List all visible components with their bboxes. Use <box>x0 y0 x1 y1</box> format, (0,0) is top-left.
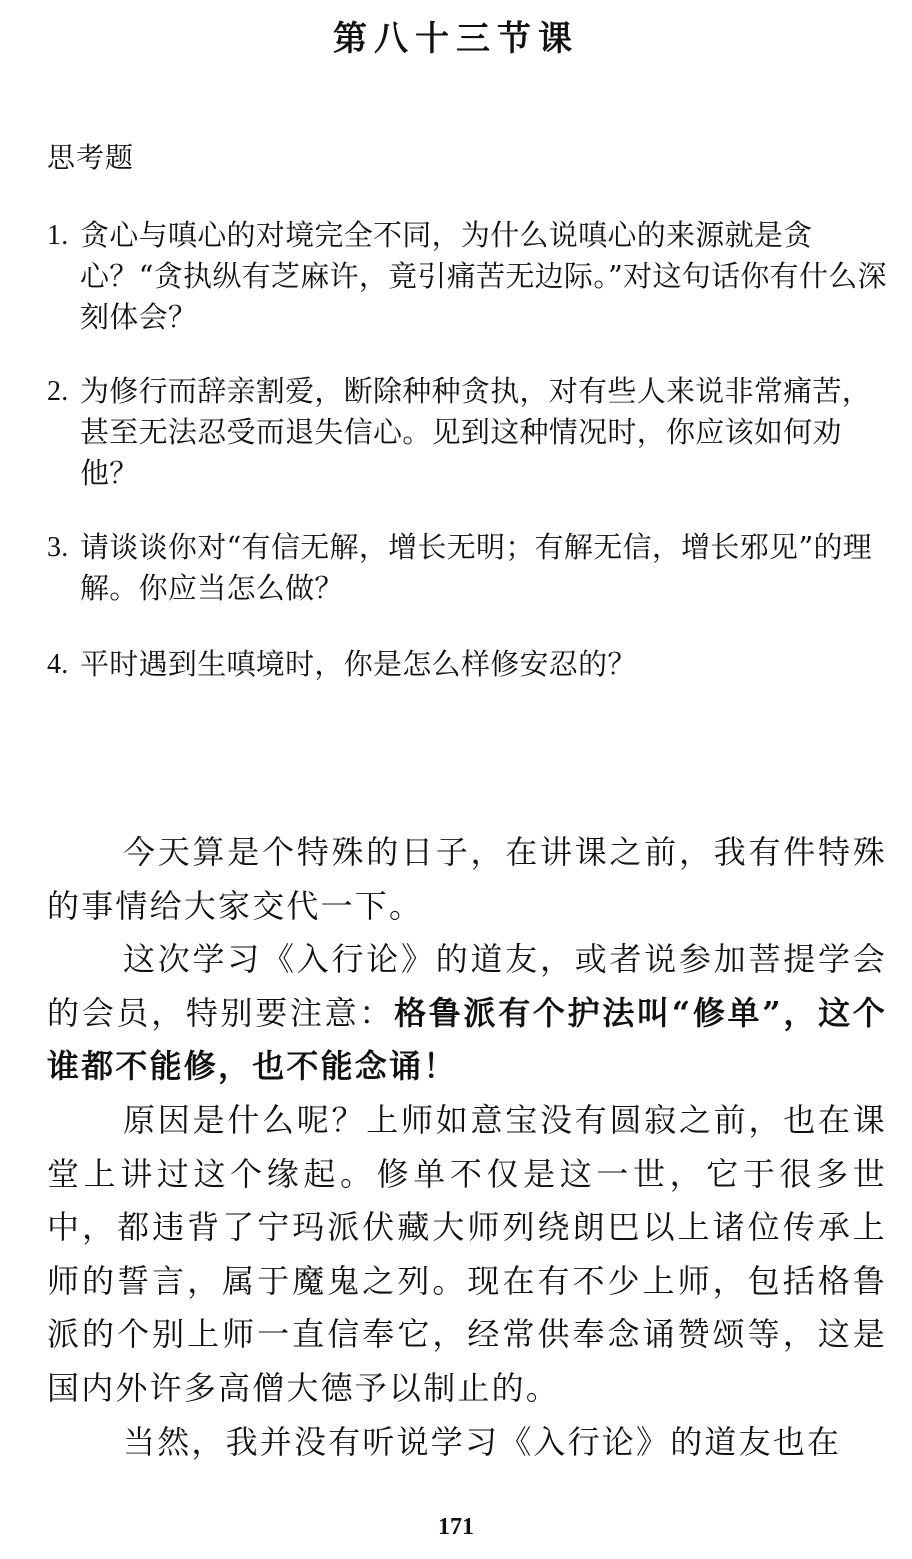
question-text: 平时遇到生嗔境时，你是怎么样修安忍的？ <box>80 647 637 681</box>
page-title: 第八十三节课 <box>333 19 579 59</box>
body-paragraph: 今天算是个特殊的日子，在讲课之前，我有件特殊的事情给大家交代一下。 <box>47 833 887 925</box>
question-text: 为修行而辞亲割爱，断除种种贪执，对有些人来说非常痛苦，甚至无法忍受而退失信心。见到这种情况时，你应该如何劝他？ <box>80 374 872 490</box>
body-paragraph <box>47 933 887 1094</box>
question-item <box>47 644 887 685</box>
question-text: 贪心与嗔心的对境完全不同，为什么说嗔心的来源就是贪心？“贪执纵有芝麻许，竟引痛苦无边际。”对这句话你有什么深刻体会？ <box>80 218 887 334</box>
body-text-plain: 这次学习《入行论》的道友，或者说参加菩提学会的会员，特别要注意： <box>47 940 887 1032</box>
question-item <box>47 215 887 338</box>
question-number: 4. <box>47 649 69 680</box>
question-number: 1. <box>47 220 69 251</box>
page-number: 171 <box>438 1514 474 1540</box>
lecture-body <box>47 826 887 1469</box>
question-item <box>47 527 887 609</box>
question-number: 3. <box>47 532 69 563</box>
question-text: 请谈谈你对“有信无解，增长无明；有解无信，增长邪见”的理解。你应当怎么做？ <box>80 530 873 605</box>
body-paragraph: 原因是什么呢？上师如意宝没有圆寂之前，也在课堂上讲过这个缘起。修单不仅是这一世，它于很多世中，都违背了宁玛派伏藏大师列绕朗巴以上诸位传承上师的誓言，属于魔鬼之列。现在有不少上师，包括格鲁派的个别上师一直信奉它，经常供奉念诵赞颂等，这是国内外许多高僧大德予以制止的。 <box>47 1100 887 1407</box>
body-paragraph: 当然，我并没有听说学习《入行论》的道友也在 <box>123 1422 842 1461</box>
body-text-emphasis: 格鲁派有个护法叫“修单”，这个谁都不能修，也不能念诵！ <box>47 993 887 1086</box>
question-item <box>47 371 887 494</box>
questions-heading: 思考题 <box>47 141 135 174</box>
question-number: 2. <box>47 376 69 407</box>
